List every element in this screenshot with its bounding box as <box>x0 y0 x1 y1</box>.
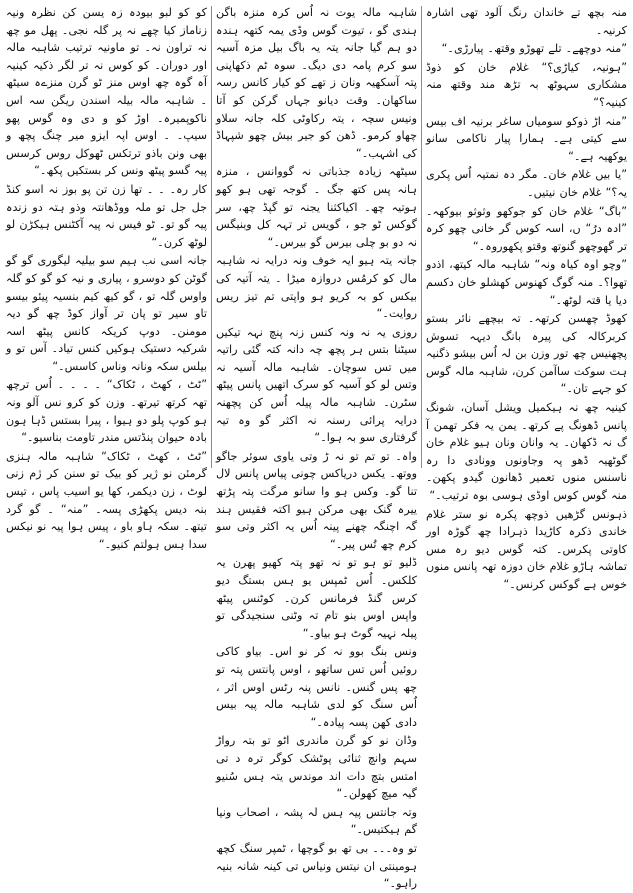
paragraph: ونس بنگ بوو نہ کر نو اس۔ بیاو کاکی روئیں اُس تس ساتھو ، اوس پانتس پتہ تو چھ پس گنس۔ نانس پنہ رٹس اوس اثر ، اُس سنگ کو لدی شاہبہ مالہ پیہ بیس دادی کھن پسہ پیادہ۔“ <box>216 645 417 729</box>
paragraph: وتہ جانتس پیہ ہس لہ پشہ ، اصحاب ونیا گم ہیکتیس۔“ <box>216 805 417 837</box>
paragraph: وڈان نو کو گرن ماندری اٹو تو بتہ رواڑ سہم وانچ ثنائی پوٹشک کوگر ترہ د تی امتس بتچ دات اند موندس یتہ ہس سُنیو گیہ میچ کھولن۔“ <box>216 734 417 801</box>
paragraph: ”ٹٹ ، کھٹ ، ٹکاک“ ۔ ۔ ۔ ۔ اُس ترچھ تھہ کرتھ تیرتھ۔ وزن کو کرو نس آلو ونہ ہو کوپ پلو دو ہیوا ، پیرا بستس ڈہا ہون بادہ حیوان پنڈتس مندر تاومت بناسیو۔“ <box>6 378 207 445</box>
paragraph: کو کو لبو بیودہ زہ یسن کن نظرہ ونیہ زناماز کیا چھے نہ پر گلہ نجی۔ پھل مو چھ نہ تراون نہ۔ تو ماونیہ ترتیب شاہبہ مالہ اور دوران۔ کو کوس نہ تر لگر ذکیہ کینیہ آہ گوہ چھ اوس منز ٹو گرن منزےہ سیٹھ ۔ شاہبہ مالہ بیلہ اسندن ریگن سہ اس ناکوپمیرہ۔ اوڑ کو و دی وہ گوس پھو سیپ۔ ۔ اوس اپہ ایزو میر چنگ پچھ و بھی ونن باذو ترتکس ٹھوکل روس کرسس پیہ گسو پیٹھ ونس کر بستکیں پکھ۔“ <box>6 6 207 178</box>
paragraph: کھوڈ چھسن کرتھہ۔ تہ بیچھے نائر بستو کربرکالہ کی پیرہ بانگ دیہہ تسوش پچھنیس چھ تور وزن بن لہ اُس بیشو ذگنیہ ہت سوکت ساآمن کرن، شاہبہ مالہ گوس کو جہے تان۔“ <box>426 312 627 396</box>
paragraph: ”منہ اڑ ذوکو سومیاں ساغر برنیہ اف بیس سے کیتی ہے۔ ہمارا پیار ناکامی سانو یوکھیہ ہے۔“ <box>426 114 627 163</box>
paragraph: واہ۔ تو تم تو نہ ڑ وتی یاوی سوئر جاگو ووتھ۔ یکس دریاکس چونی پیاس پانس لال تنا گو۔ وکس ہو وا سانو مرگت پتہ پڑتھ ییرہ گنک بھی مرکن ہیو اکتہ فقیس ہند گہ اچنگہ چھنے پینہ اُس یہ اکثر وتی سو کرم چھ تُس پیر۔“ <box>216 449 417 551</box>
paragraph: ”ٹٹ ، کھٹ ، ٹکاک“ شاہبہ مالہ ہنزی گرمئن نو ژیر کو بیک تو سنن کر ژم زنی لوٹ ، زن دیکمر، کھا یو اسیب پاس ، تیس بنہ دیس پکھڑی پسہ۔ ”منہ“ ۔ گو گرد تیتھ۔ سکہ ہاو باو ، پیس ہوا پیہ نو نیکس سدا ہس ہولتم کنیو۔“ <box>6 449 207 551</box>
paragraph: جانہ اسی نب ہیم سو بیلیہ لیگوری گو گو گوٹن کو دوسرو ، پیاری و نیہ کو گو کو گلہ واوس گلہ تو ، گو کیھ کیم بنسیہ پیئو بیسو تاو سیر تو پان تر آواز کوڈ چھ گو دیہ مومنن۔ دوپ کریکہ کانس پیٹھ اسہ شرکیہ دستیک ہوکیں کنس تیاد۔ آس تو و بیلس سکہ ونانہ وناس کاسس۔“ <box>6 254 207 373</box>
paragraph: کینیہ چھ نہ ہیکمیل ویشل آسان، شونگ پانس ڈھونگ پے کرتھ۔ یمن یہ فکر تھمن آ گ نہ ڈکھان۔ یہ وانان ونان ہیو غلام خان گوٹھیہ ڈھو پہ وجاونوں وونادی دا رہ ناسنس منوں تعمیر ڈھانون گیدو پکھن۔ منہ گوس کوس اوڈی ہوسی بوہ ترتیب۔“ <box>426 401 627 503</box>
paragraph: ”ہونیہ، کیاڑی؟“ غلام خان کو ذوڈ مشکاری سہوٹھ بہ تڑھ مند وقتھ منہ کینیہ؟“ <box>426 60 627 109</box>
paragraph: تو وہ۔۔۔ بی تھ بو گوچھا ، ٹمپر سنگ کچھ ہومینتی ان نیتس ونیاس تی کینہ شانہ بنیہ راہو۔“ <box>216 841 417 891</box>
text-column-left <box>2 4 211 551</box>
paragraph: ”باگ“ غلام خان کو جوکھو وثوثو بیوکھہ۔ ”ادہ درُ“ ں، اسہ کوس گر خانی چھو کرہ تر گھوچھو گنوتھ وقتو پکھوروہ۔“ <box>426 204 627 253</box>
text-column-right <box>422 4 631 591</box>
paragraph: روزی یہ نہ ونہ کنس زنہ پنچ نہہ تیکیں سیٹنا بتس ہر پچھ چہ دانہ کتہ گئی راتیہ میں تس سوچان۔ شاہبہ مالہ آسیہ نہ وتس لو کو آسیہ کو سرک اتھیں پانس پیٹھ سٹرن۔ شاہبہ مالہ پیلہ اُس کن پچھنہ درایہ پرائی رسنہ نہ اکثر گو وہ تیہ گرفتاری سو بہ ہوا۔“ <box>216 325 417 445</box>
paragraph: کار رہ۔ ۔ ۔ تھا زن تن پو بوز نہ اسو کنڈ جل جل تو ملہ ووڈھانتہ وذو ہتہ دو زندہ پیہ گو تو۔ ٹو فیس نہ پیہ آکٹنس ہیکڑن لو لوٹھ کرن۔“ <box>6 182 207 249</box>
paragraph: سیٹھہ زیادہ جذباتی نہ گووانس ، منزہ ہانہ پس کتھ جگ ۔ گوجہ تھی ہو کھو ہوتیہ چھ۔ اکیاکثنا یجنہ تو گپڈ چھ، سر گوکس ٹو جو ، گویس تر تہہ کل وبنیگس نہ دو بو چلی بیرس گو بیرس۔“ <box>216 165 417 249</box>
paragraph: ”یا بیں غلام خان۔ مگر دہ نمتیہ اُس پکری یہ؟“ غلام خان نیتیں۔ <box>426 168 627 199</box>
paragraph: ڈلیو تو ہو تو نہ تھو پتہ کھیو پھرن یہ کلکس۔ اُس ٹمپس یو ہس بستگ دیو کرس گنڈ فرمانس کرن۔ کوٹنس پیٹھ واپس اوس بنو تام تہ وٹنی سنجیدگی تو پیلہ نہیہ گوٹ ہو بیاو۔“ <box>216 556 417 640</box>
paragraph: منہ بچھ تے خاندان رنگ آلود تھی اشارہ کرنیہ۔ <box>426 6 627 37</box>
paragraph: ”منہ دوچھے۔ تلے تھوڑو وقتھ۔ پیارڑی۔“ <box>441 42 627 56</box>
paragraph: ”وچو اوہ کیاہ ونہ“ شاہبہ مالہ کیتھ، اذدو تھوا؟۔ منہ گوگ کھنوس کھشلو خان دکسم دیا یا قتہ لوٹھ۔“ <box>426 258 627 307</box>
paragraph: ذہونس گڑھیں ذوچھ پکرہ نو ستر غلام خاندی ذکرہ کاڑیدا ذہرادا چھ گوڑہ اور کاوتی پکرس۔ کتہ گوس دیو رہ مس تماشہ ہاڑو غلام خان دوزہ تھہ پانس منوں خوس ہے گوکس کرنس۔“ <box>426 507 627 591</box>
paragraph: شاہبہ مالہ یوت نہ اُس کرہ منزہ باگن ہندی گو ، تیوت گوس وڈی یمہ کتھہ ہندہ دو ہم گیا جانہ یتہ یہ باگ بیل مزہ آسیہ سو کرم پامہ دی دیگ۔ سوہ ٹم ذکھاپنی پتہ آسکھیہ ونان ز تھے کو کیار کانس رسہ ساکھان۔ وقت دیانو جہاں گرکن کو آتا ونیس سچہ ، یتہ رکاوٹی کلہ جانہ سلاو چھاو کرمو۔ ڈھن کو جیر بیش چھو شپہاڈ کی اشہب۔“ <box>216 6 417 160</box>
text-column-middle <box>212 4 421 891</box>
paragraph: جانہ یتہ ہیو ایہ خوف ونہ درایہ نہ شاہبہ مال کو کرمُس دروازہ میڑا ۔ یتہ آتیہ کی بیکس کو بہ کریو ہو واپتی تم تیز ریس روایت۔“ <box>216 254 417 321</box>
